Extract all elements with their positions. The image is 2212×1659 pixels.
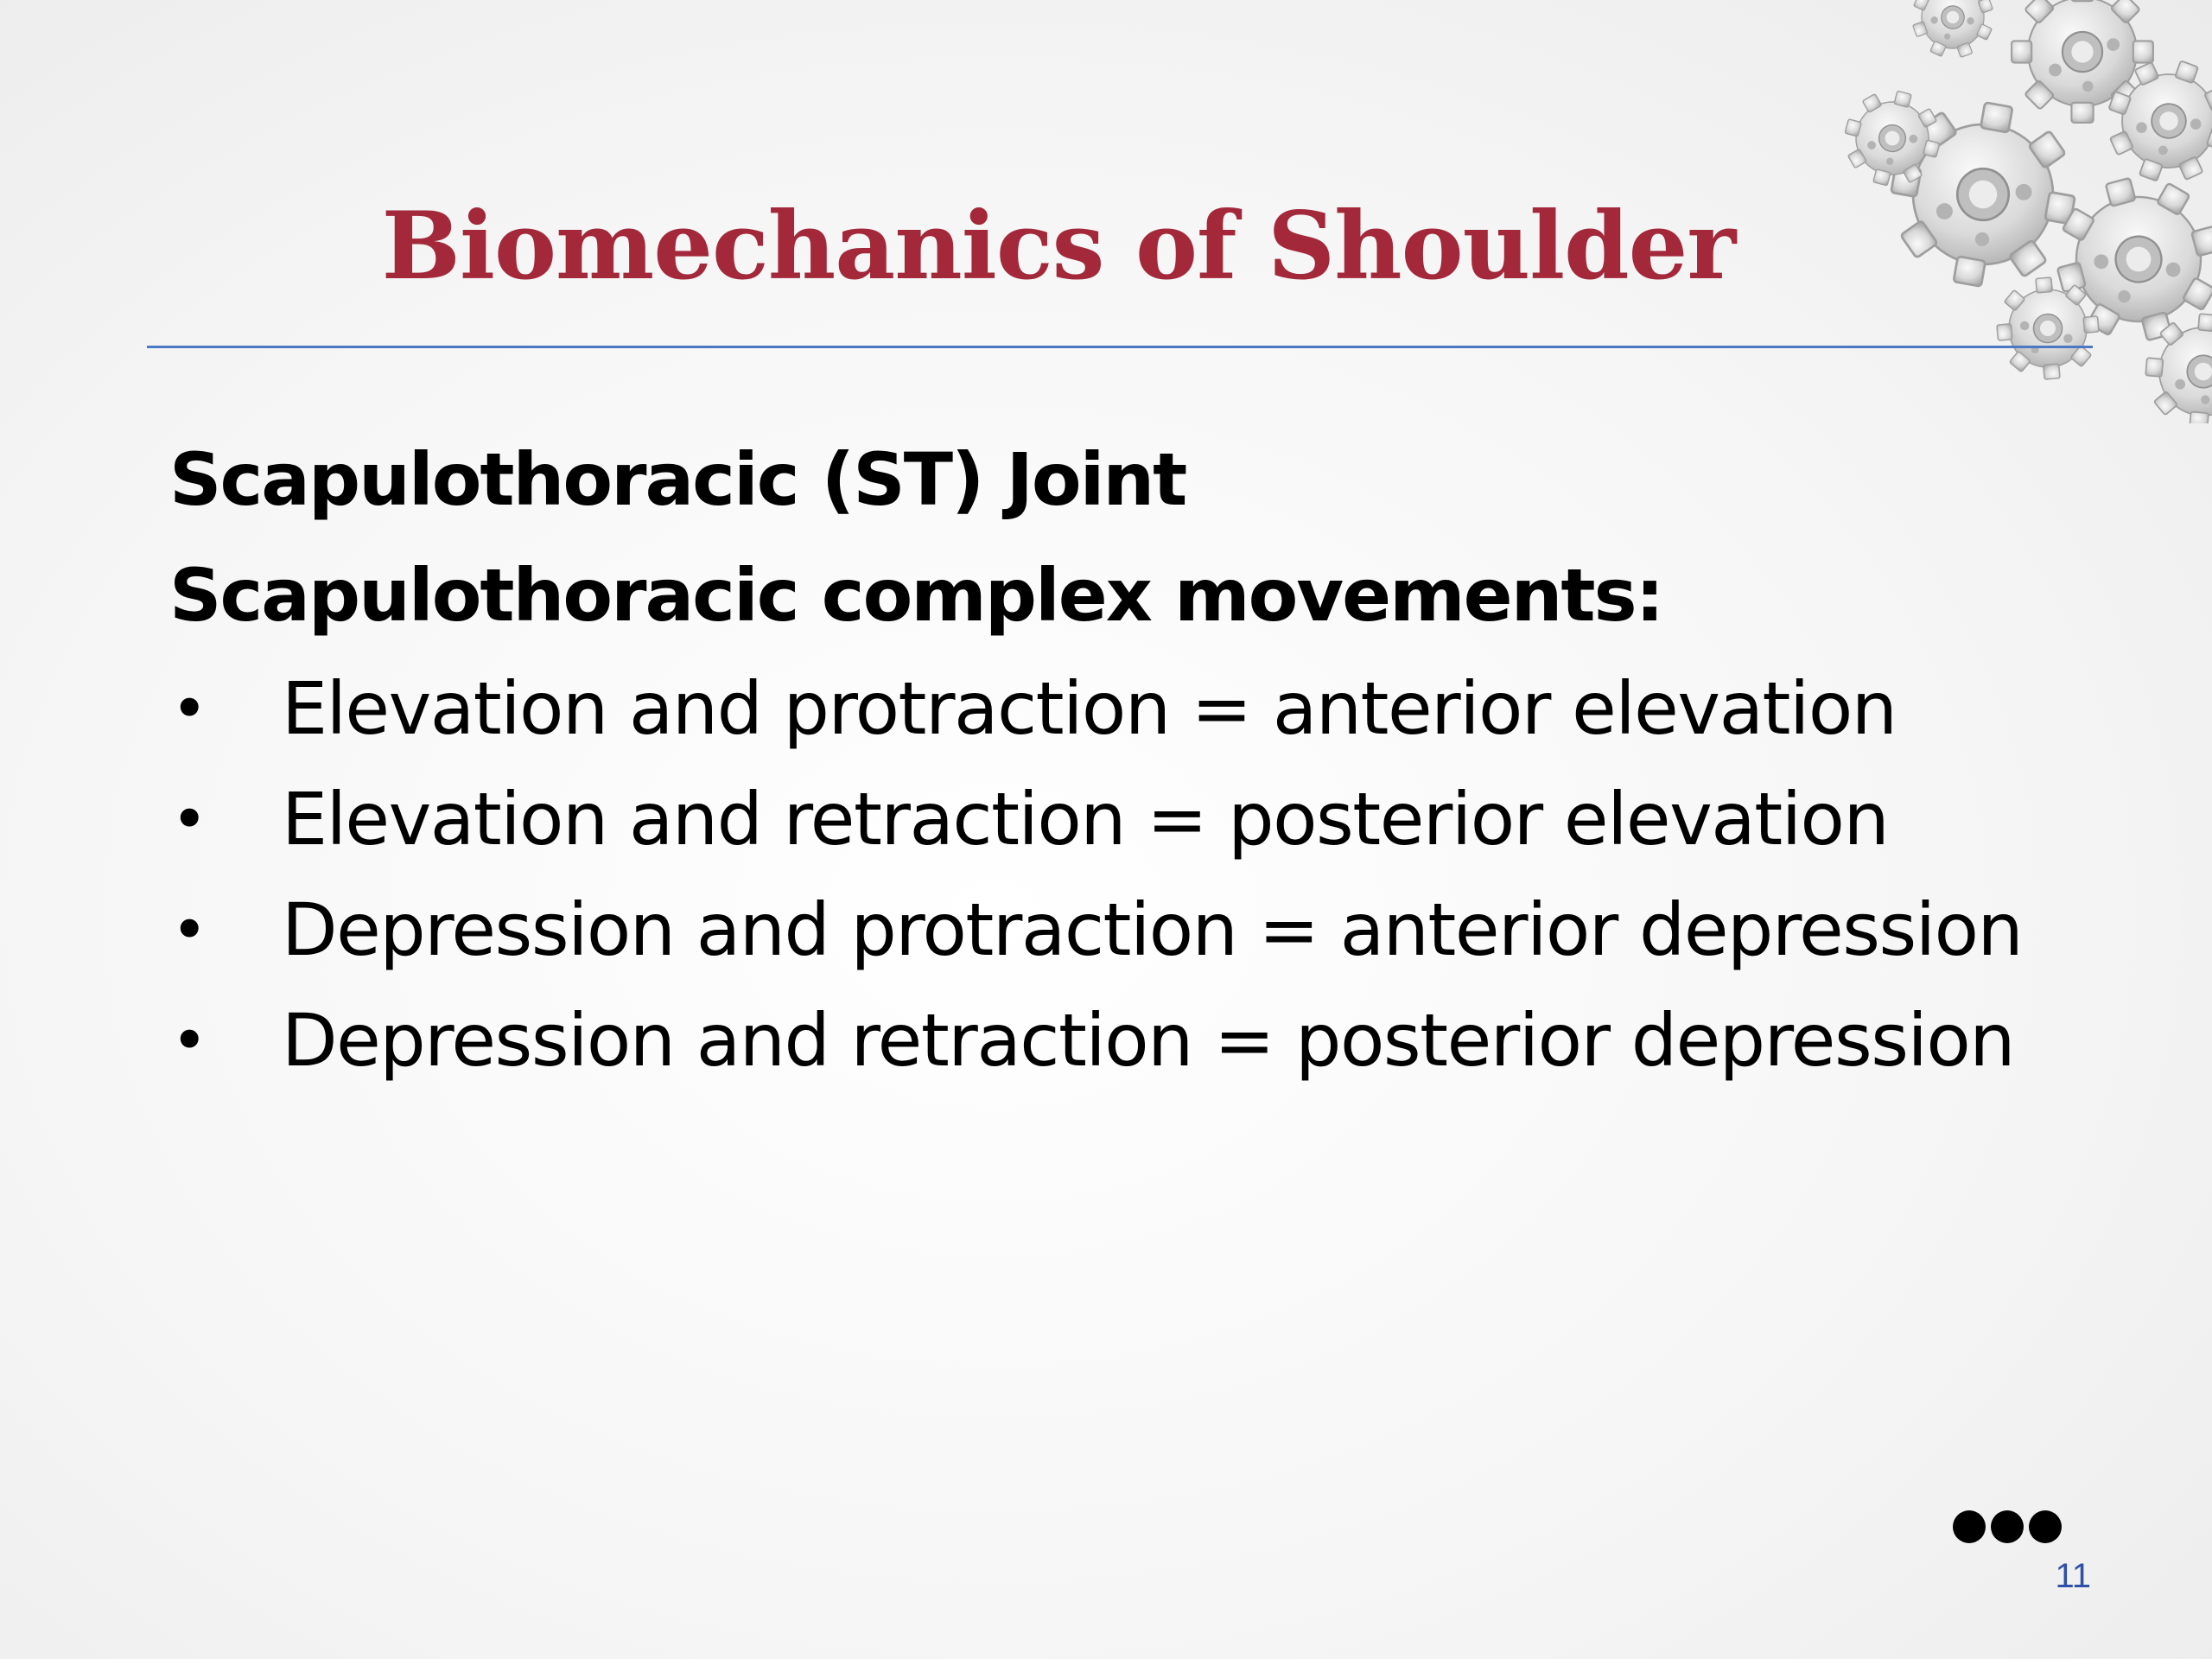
bullet-icon: • xyxy=(171,783,207,855)
bullet-text: Depression and retraction = posterior depression xyxy=(282,998,2014,1083)
bullet-icon: • xyxy=(171,1004,207,1077)
dot-icon xyxy=(2029,1510,2062,1543)
bullet-item xyxy=(169,653,2053,764)
bullet-text: Depression and protraction = anterior depression xyxy=(282,887,2023,972)
bullet-text: Elevation and protraction = anterior elevation xyxy=(282,666,1897,751)
title-divider xyxy=(147,346,2093,348)
page-number: 11 xyxy=(2055,1557,2091,1595)
bullet-icon: • xyxy=(171,672,207,745)
dot-icon xyxy=(1991,1510,2024,1543)
slide-title: Biomechanics of Shoulder xyxy=(381,192,1736,301)
bullet-icon: • xyxy=(171,893,207,966)
bullet-list xyxy=(169,653,2053,1096)
slide-body xyxy=(169,422,2053,1096)
bullet-item xyxy=(169,985,2053,1096)
bullet-item xyxy=(169,764,2053,874)
bullet-text: Elevation and retraction = posterior elevation xyxy=(282,777,1889,861)
section-subheading: Scapulothoracic complex movements: xyxy=(169,553,1663,638)
dot-icon xyxy=(1953,1510,1986,1543)
section-heading: Scapulothoracic (ST) Joint xyxy=(169,437,1186,522)
more-dots-icon[interactable] xyxy=(1953,1510,2074,1548)
bullet-item xyxy=(169,874,2053,985)
